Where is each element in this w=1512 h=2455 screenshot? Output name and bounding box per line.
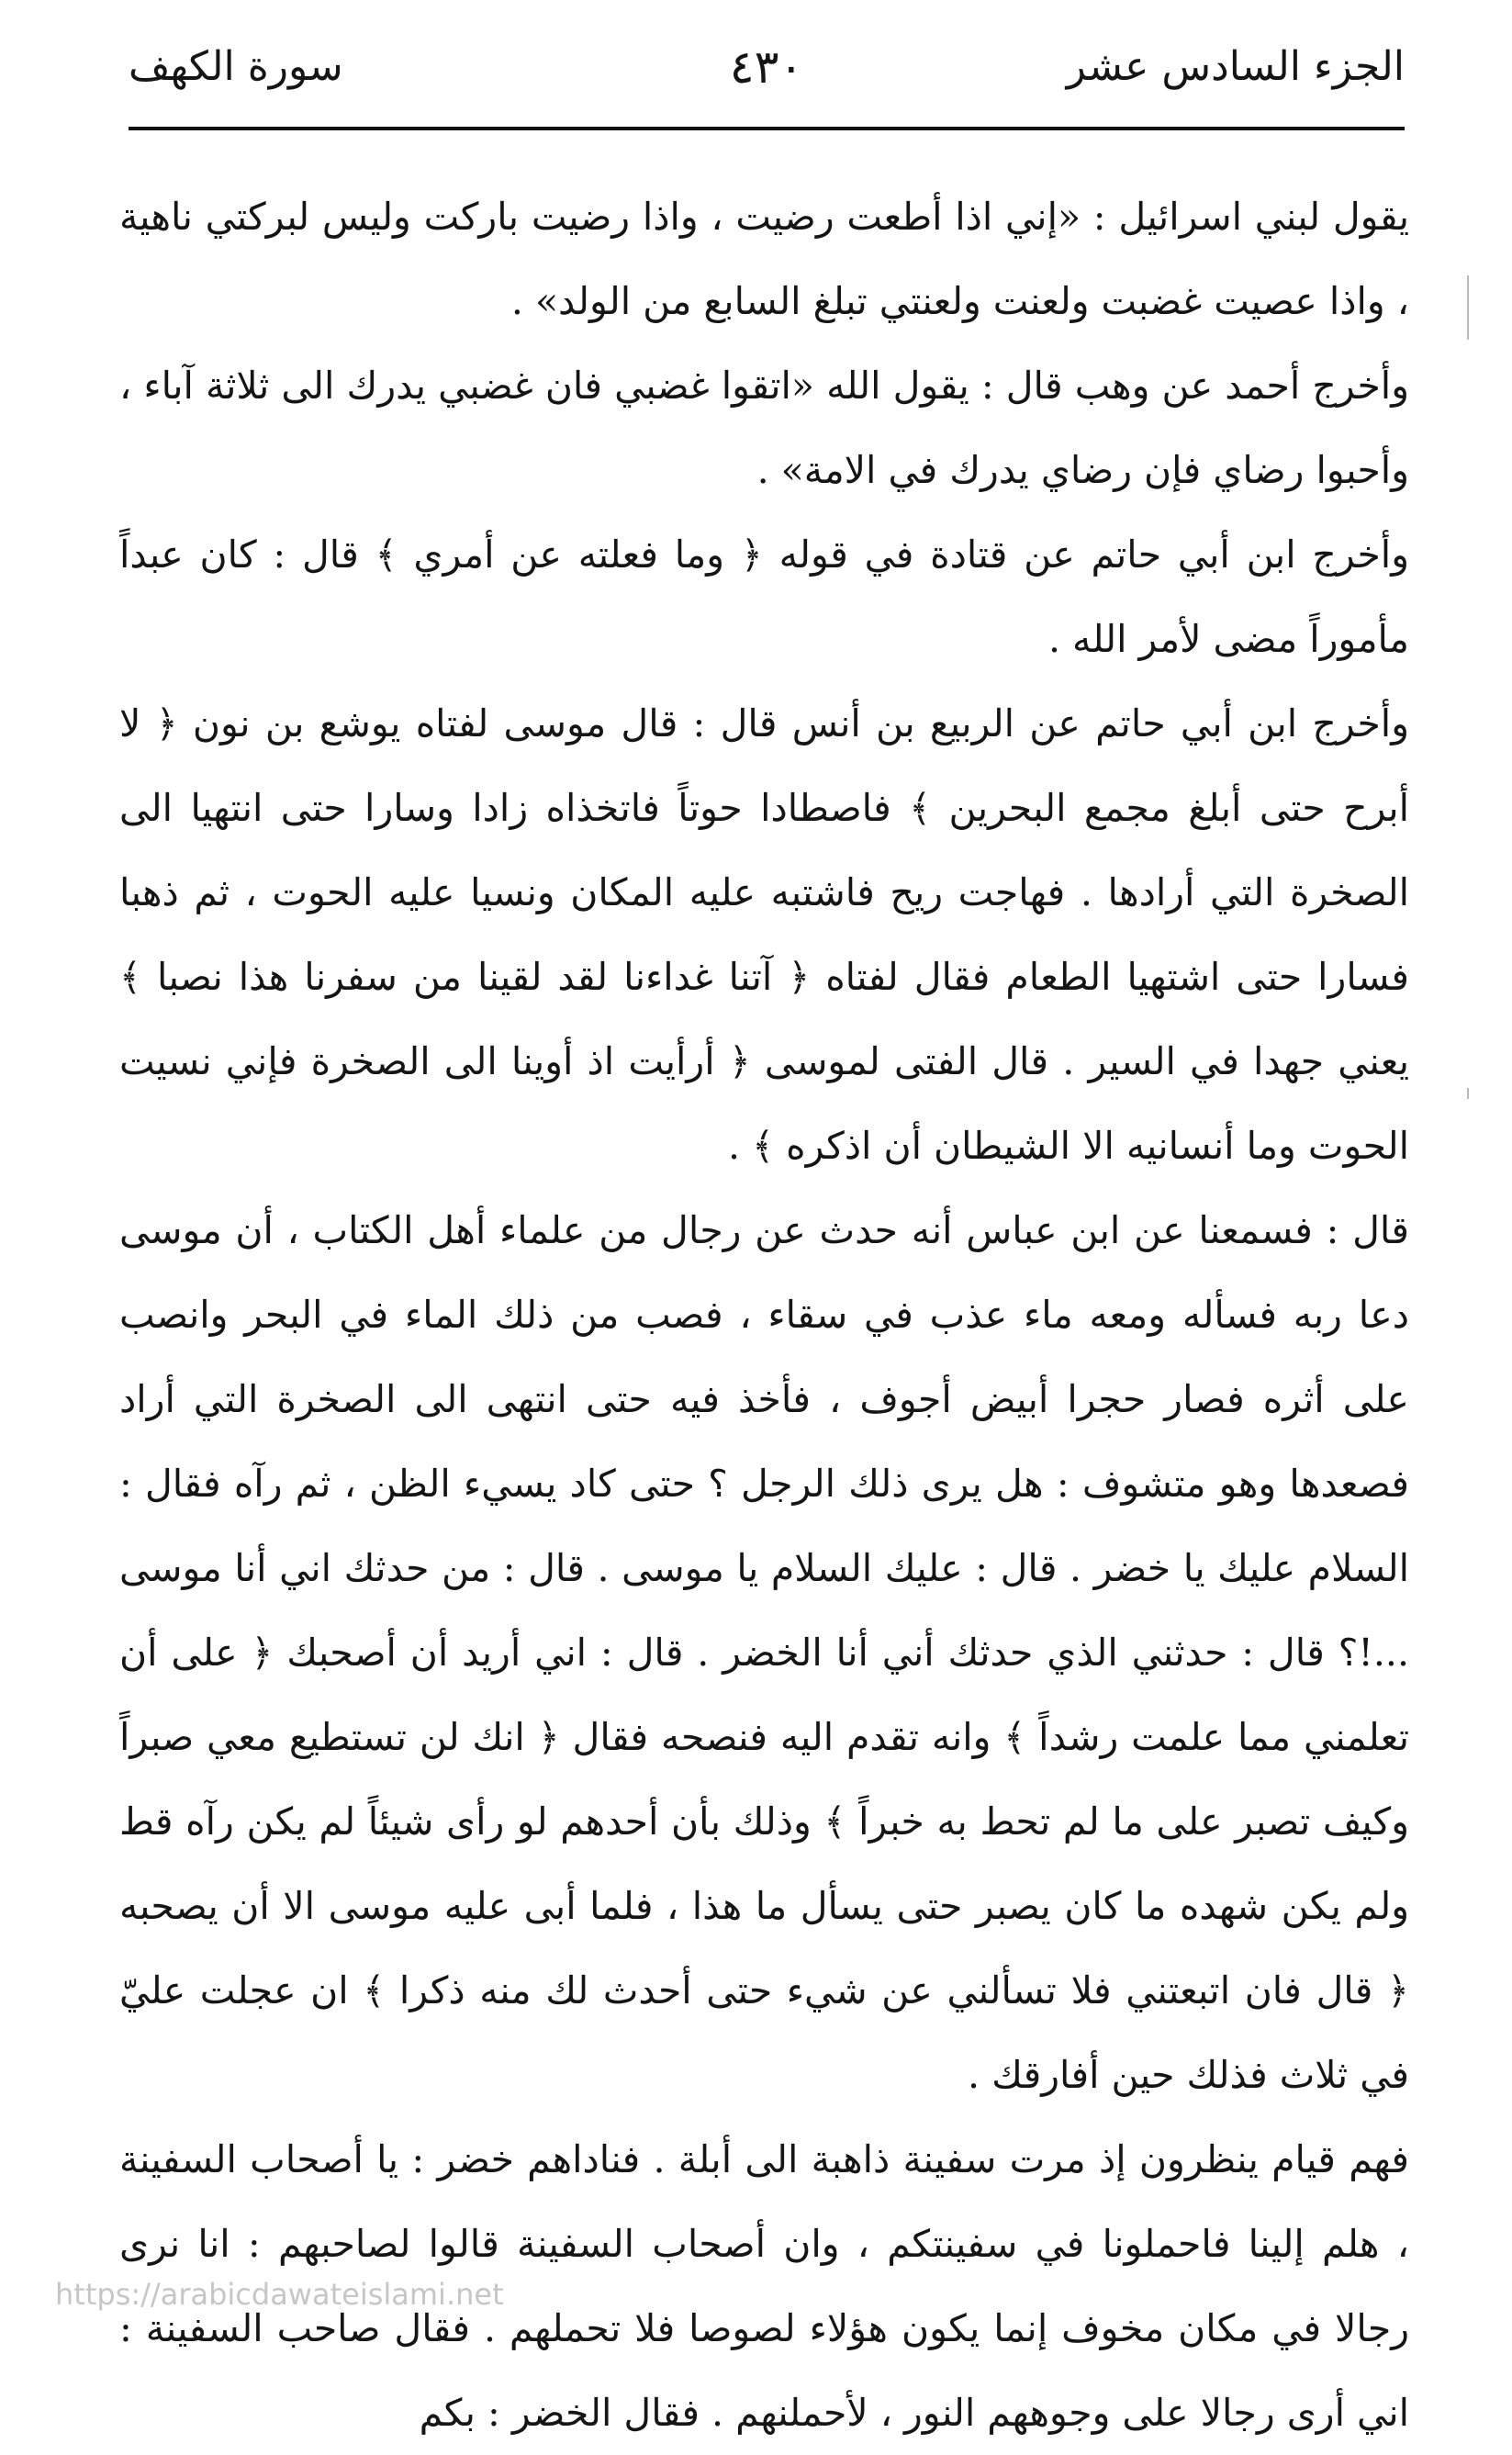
- paragraph: يقول لبني اسرائيل : «إني اذا أطعت رضيت ، واذا رضيت باركت وليس لبركتي ناهية ، واذا عصيت غضبت ولعنت ولعنتي تبلغ السابع من الولد» .: [119, 195, 1409, 323]
- scan-edge-mark: [1467, 1088, 1469, 1099]
- surah-title: سورة الكهف: [129, 43, 343, 90]
- paragraph: وأخرج أحمد عن وهب قال : يقول الله «اتقوا غضبي فان غضبي يدرك الى ثلاثة آباء ، وأحبوا رضاي فإن رضاي يدرك في الامة» .: [119, 364, 1409, 492]
- scan-edge-mark: [1467, 275, 1469, 340]
- paragraph: وأخرج ابن أبي حاتم عن الربيع بن أنس قال : قال موسى لفتاه يوشع بن نون ﴿ لا أبرح حتى أبلغ مجمع البحرين ﴾ فاصطادا حوتاً فاتخذاه زادا وسارا حتى انتهيا الى الصخرة التي أرادها . فهاجت ريح فاشتبه عليه المكان ونسيا عليه الحوت ، ثم ذهبا فسارا حتى اشتهيا الطعام فقال لفتاه ﴿ آتنا غداءنا لقد لقينا من سفرنا هذا نصبا ﴾ يعني جهدا في السير . قال الفتى لموسى ﴿ أرأيت اذ أوينا الى الصخرة فإني نسيت الحوت وما أنسانيه الا الشيطان أن اذكره ﴾ .: [119, 701, 1409, 1168]
- source-watermark-link[interactable]: https://arabicdawateislami.net: [55, 2277, 504, 2312]
- page-body: [119, 174, 1409, 2455]
- paragraph: فهم قيام ينظرون إذ مرت سفينة ذاهبة الى أبلة . فناداهم خضر : يا أصحاب السفينة ، هلم إلينا فاحملونا في سفينتكم ، وان أصحاب السفينة قالوا لصاحبهم : انا نرى رجالا في مكان مخوف إنما يكون هؤلاء لصوصا فلا تحملهم . فقال صاحب السفينة : اني أرى رجالا على وجوههم النور ، لأحملنهم . فقال الخضر : بكم: [119, 2137, 1409, 2435]
- running-header: [129, 35, 1405, 99]
- paragraph: قال : فسمعنا عن ابن عباس أنه حدث عن رجال من علماء أهل الكتاب ، أن موسى دعا ربه فسأله ومعه ماء عذب في سقاء ، فصب من ذلك الماء في البحر وانصب على أثره فصار حجرا أبيض أجوف ، فأخذ فيه حتى انتهى الى الصخرة التي أراد فصعدها وهو متشوف : هل يرى ذلك الرجل ؟ حتى كاد يسيء الظن ، ثم رآه فقال : السلام عليك يا خضر . قال : عليك السلام يا موسى . قال : من حدثك اني أنا موسى ...!؟ قال : حدثني الذي حدثك أني أنا الخضر . قال : اني أريد أن أصحبك ﴿ على أن تعلمني مما علمت رشداً ﴾ وانه تقدم اليه فنصحه فقال ﴿ انك لن تستطيع معي صبراً وكيف تصبر على ما لم تحط به خبراً ﴾ وذلك بأن أحدهم لو رأى شيئاً لم يكن رآه قط ولم يكن شهده ما كان يصبر حتى يسأل ما هذا ، فلما أبى عليه موسى الا أن يصحبه ﴿ قال فان اتبعتني فلا تسألني عن شيء حتى أحدث لك منه ذكرا ﴾ ان عجلت عليّ في ثلاث فذلك حين أفارقك .: [119, 1208, 1409, 2097]
- paragraph: وأخرج ابن أبي حاتم عن قتادة في قوله ﴿ وما فعلته عن أمري ﴾ قال : كان عبداً مأموراً مضى لأمر الله .: [119, 532, 1409, 661]
- header-divider: [129, 127, 1405, 130]
- part-title: الجزء السادس عشر: [1066, 43, 1405, 90]
- page-number: ٤٣٠: [729, 40, 804, 94]
